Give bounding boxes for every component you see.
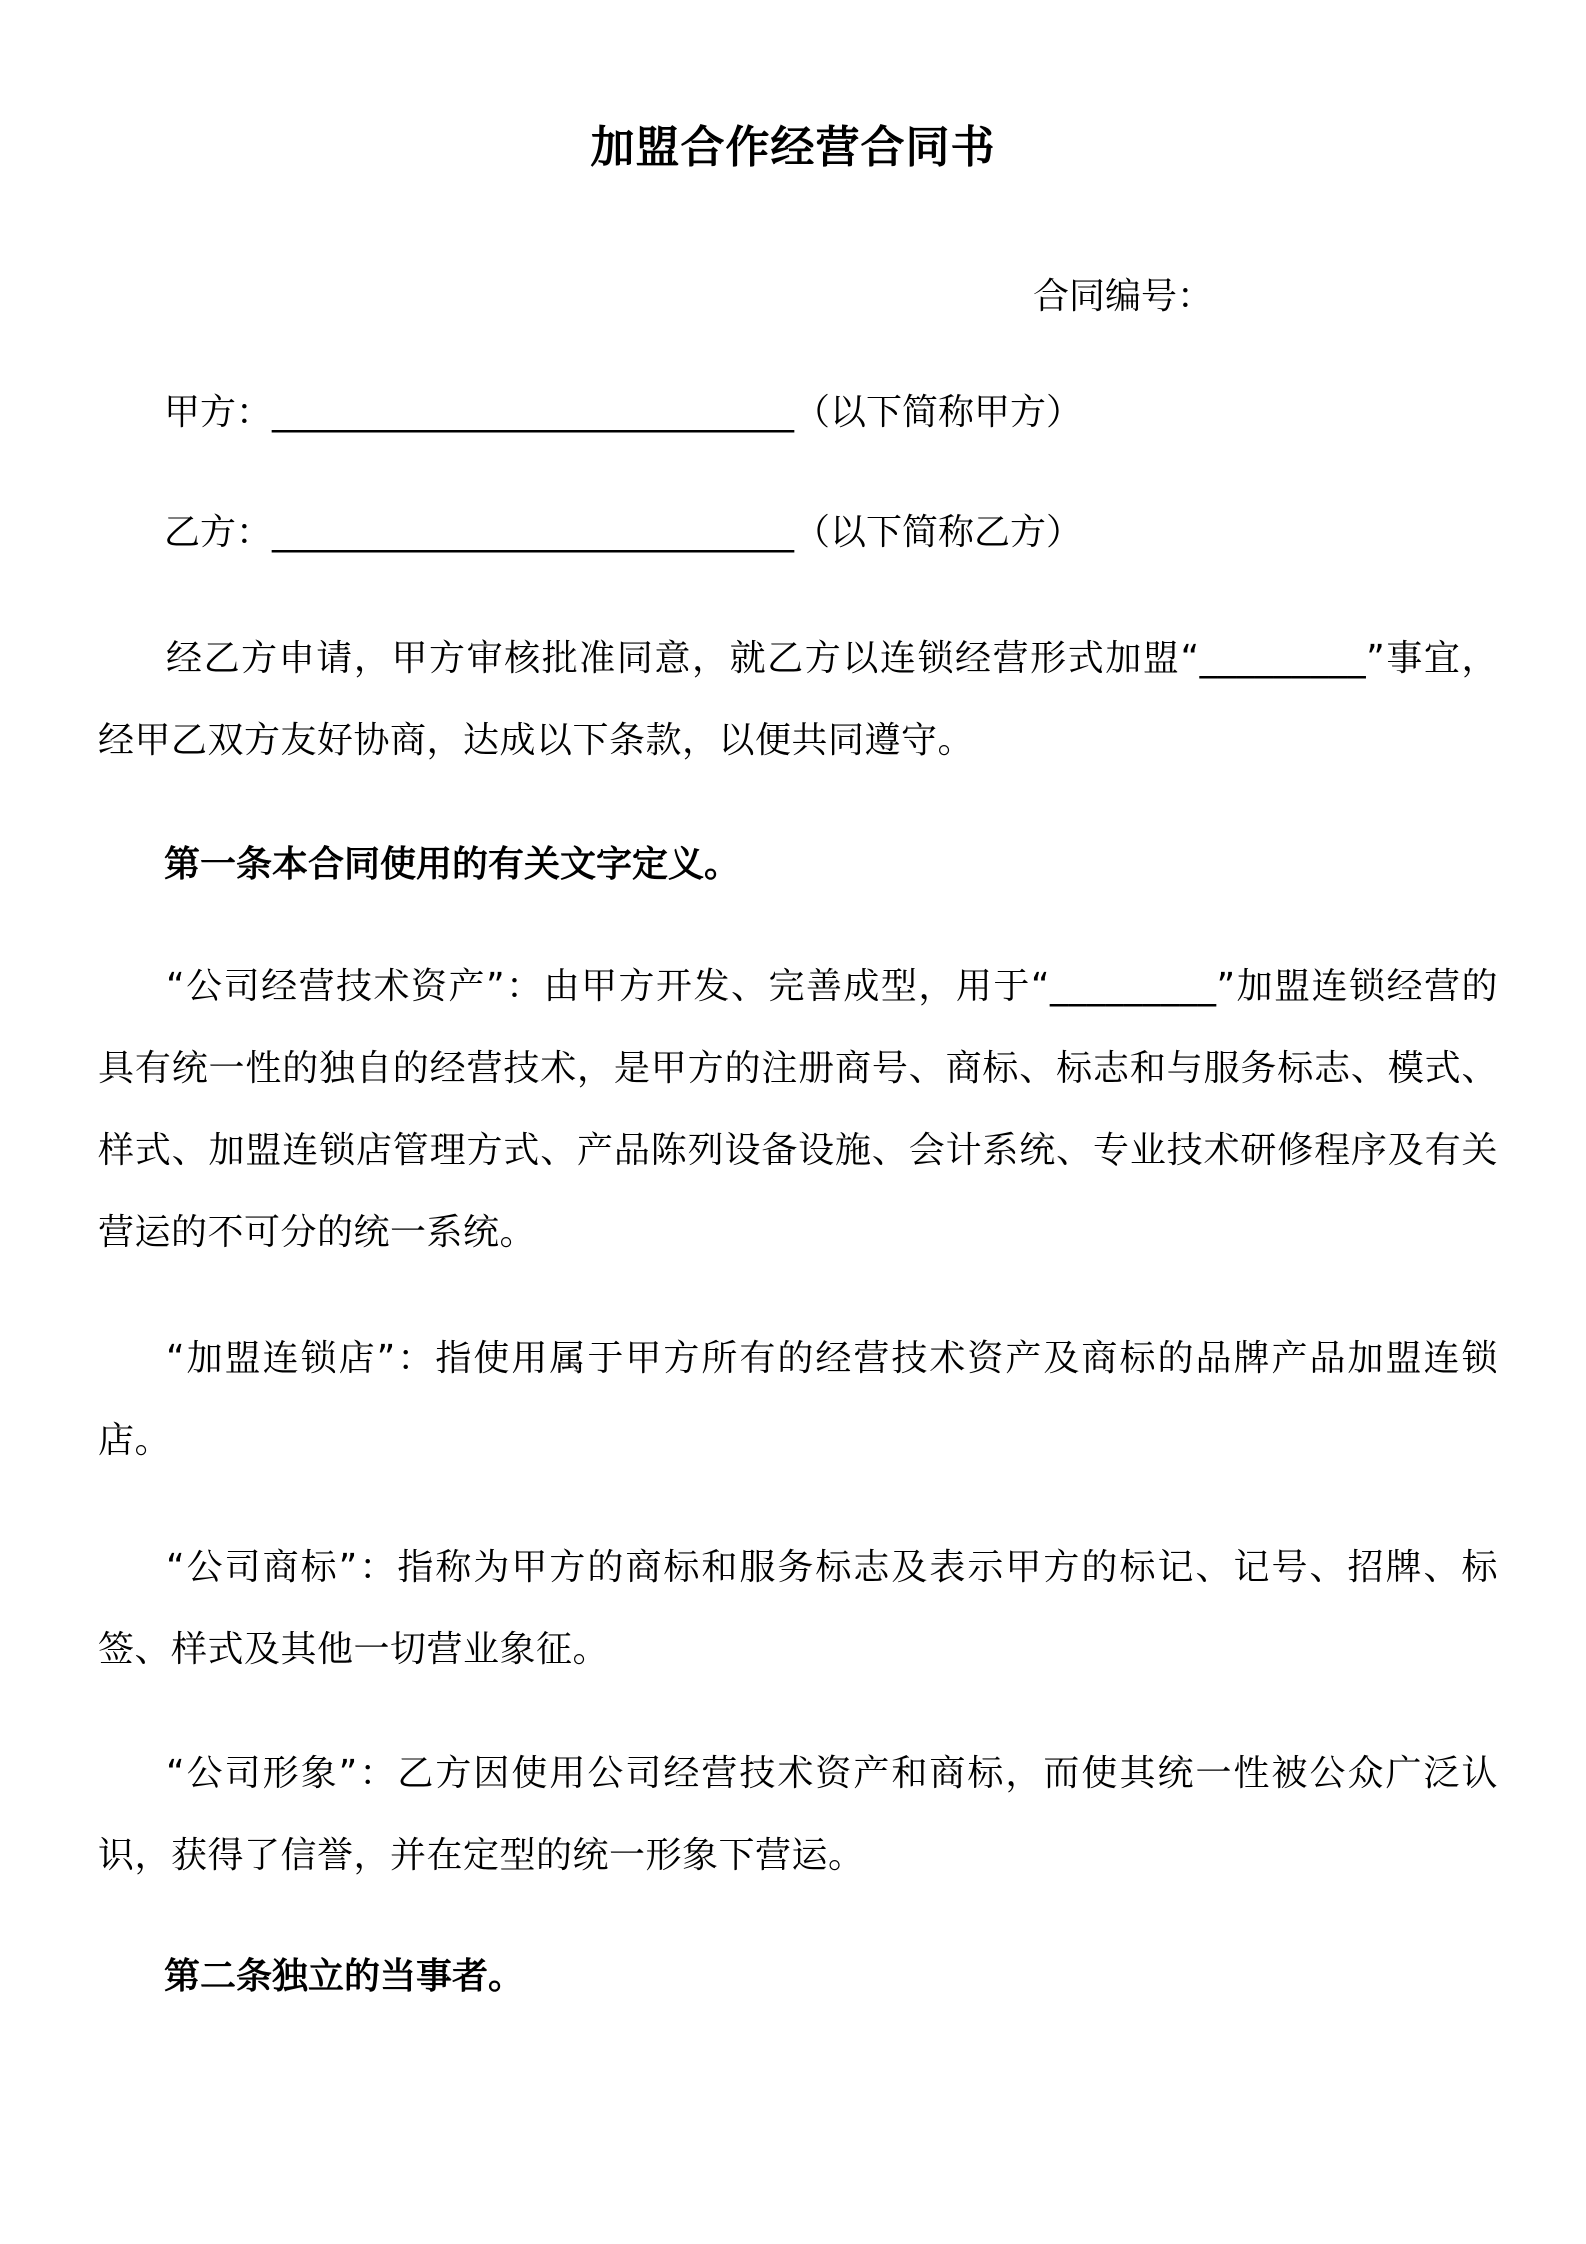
party-a-line: 甲方：_____________________________（以下简称甲方） [164, 392, 1083, 433]
definition-trademark: “公司商标”：指称为甲方的商标和服务标志及表示甲方的标记、记号、招牌、标签、样式及其他一切营业象征。 [98, 1547, 1498, 1670]
contract-number-label: 合同编号： [1033, 276, 1214, 317]
article-2-heading: 第二条独立的当事者。 [164, 1956, 525, 1997]
definition-image: “公司形象”：乙方因使用公司经营技术资产和商标，而使其统一性被公众广泛认识，获得了信誉，并在定型的统一形象下营运。 [98, 1753, 1498, 1876]
definition-assets: “公司经营技术资产”：由甲方开发、完善成型，用于“_________”加盟连锁经营的具有统一性的独自的经营技术，是甲方的注册商号、商标、标志和与服务标志、模式、样式、加盟连锁店管理方式、产品陈列设备设施、会计系统、专业技术研修程序及有关营运的不可分的统一系统。 [98, 966, 1498, 1253]
party-b-line: 乙方：_____________________________（以下简称乙方） [164, 512, 1083, 553]
article-1-heading: 第一条本合同使用的有关文字定义。 [164, 844, 741, 885]
intro-paragraph: 经乙方申请，甲方审核批准同意，就乙方以连锁经营形式加盟“_________”事宜，经甲乙双方友好协商，达成以下条款，以便共同遵守。 [98, 638, 1498, 761]
definition-store: “加盟连锁店”：指使用属于甲方所有的经营技术资产及商标的品牌产品加盟连锁店。 [98, 1338, 1498, 1461]
document-title: 加盟合作经营合同书 [590, 122, 996, 173]
